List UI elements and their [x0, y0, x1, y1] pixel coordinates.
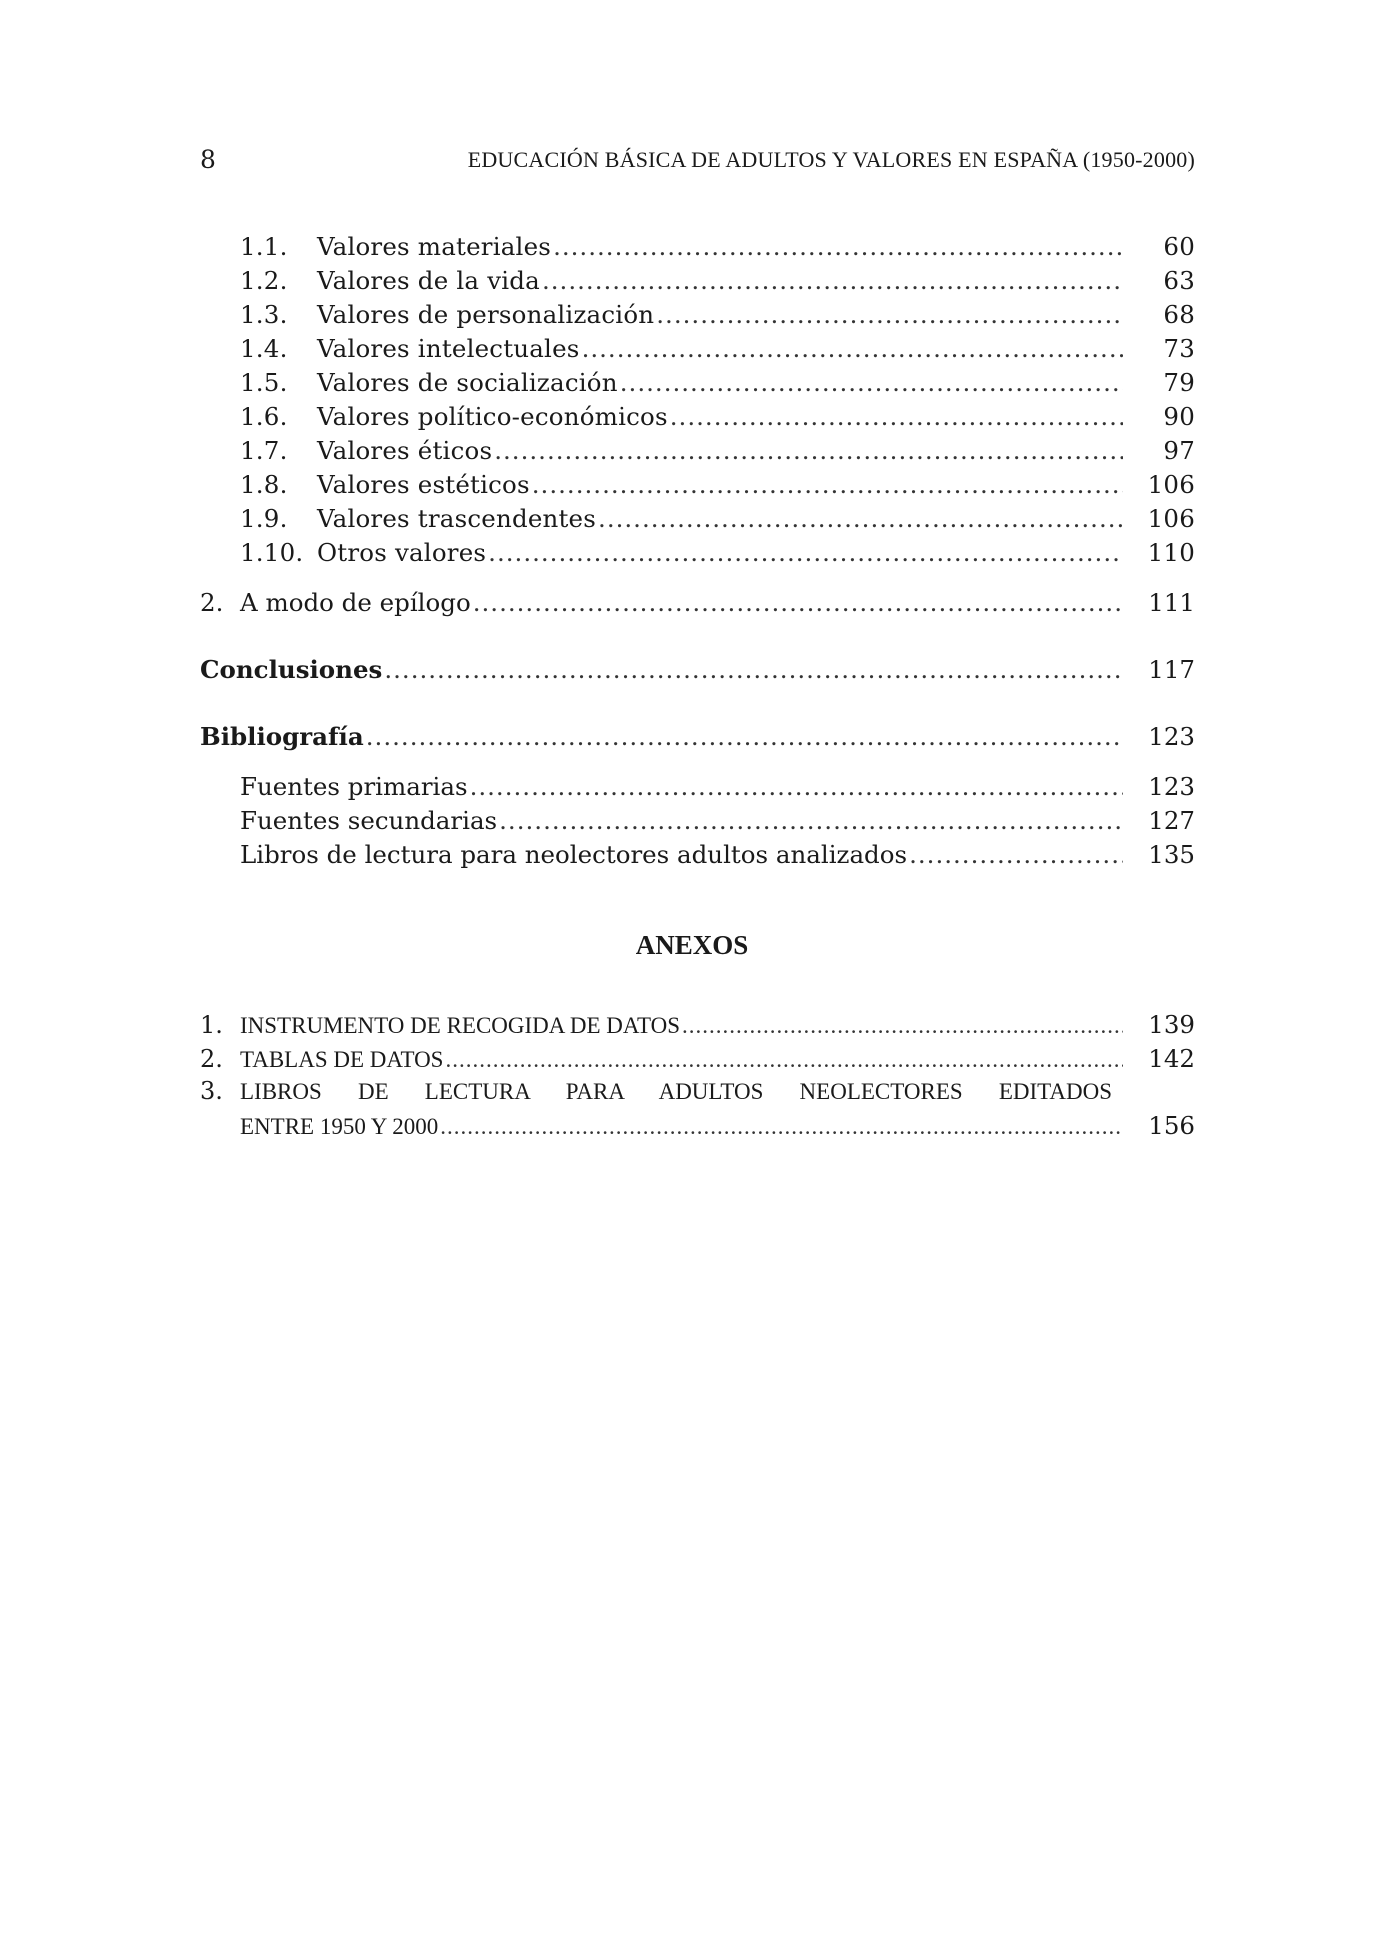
toc-entry-page: 106 [1147, 470, 1195, 499]
toc-entry-number: 1.1. [240, 232, 288, 261]
dot-leader [488, 538, 1123, 567]
toc-entry-number: 1.6. [240, 402, 288, 431]
toc-entry-bibliography[interactable] [200, 722, 1195, 754]
dot-leader [553, 232, 1123, 261]
toc-entry-title: Valores político-económicos [317, 402, 668, 431]
toc-entry-page: 110 [1147, 538, 1195, 567]
toc-entry-title: Fuentes secundarias [240, 806, 498, 835]
annexes-heading: ANEXOS [635, 930, 749, 960]
toc-entry-number: 1. [200, 1011, 223, 1039]
toc-entry-number: 1.7. [240, 436, 288, 465]
toc-entry-number: 2. [200, 1045, 223, 1073]
toc-entry-title: Conclusiones [200, 655, 383, 684]
toc-entry-page: 156 [1148, 1111, 1195, 1140]
toc-entry-page: 117 [1148, 655, 1195, 684]
toc-entry-number: 1.10. [240, 538, 304, 567]
dot-leader [542, 266, 1123, 295]
annex-entry[interactable] [200, 1044, 1195, 1076]
toc-entry-page: 123 [1148, 772, 1195, 801]
toc-entry[interactable] [200, 772, 1195, 804]
dot-leader [598, 504, 1123, 533]
toc-entry-title: Valores estéticos [317, 470, 530, 499]
dot-leader [470, 772, 1123, 801]
toc-entry-epilogue[interactable] [200, 588, 1195, 620]
page-number: 8 [200, 145, 216, 174]
toc-entry-title: Valores de la vida [317, 266, 540, 295]
dot-leader [473, 588, 1123, 617]
toc-entry[interactable] [200, 402, 1195, 434]
toc-entry-title-continued: ENTRE 1950 Y 2000 [240, 1114, 439, 1139]
toc-entry-title: Valores de socialización [317, 368, 618, 397]
toc-entry-title: Valores éticos [317, 436, 493, 465]
toc-entry-conclusions[interactable] [200, 655, 1195, 687]
toc-entry-page: 79 [1163, 368, 1195, 397]
toc-entry-page: 127 [1148, 806, 1195, 835]
toc-entry-number: 1.2. [240, 266, 288, 295]
toc-entry-page: 111 [1148, 588, 1195, 617]
toc-entry[interactable] [200, 232, 1195, 264]
toc-entry-title: Valores intelectuales [317, 334, 580, 363]
toc-entry-page: 63 [1163, 266, 1195, 295]
annex-entry-line1[interactable] [200, 1077, 1112, 1109]
dot-leader [384, 655, 1123, 684]
dot-leader [532, 470, 1123, 499]
dot-leader [682, 1013, 1123, 1039]
dot-leader [499, 806, 1123, 835]
toc-entry-title: Otros valores [317, 538, 487, 567]
running-header: EDUCACIÓN BÁSICA DE ADULTOS Y VALORES EN ESPAÑA (1950-2000) [467, 147, 1195, 172]
toc-entry-page: 142 [1148, 1044, 1195, 1073]
toc-entry[interactable] [200, 806, 1195, 838]
toc-entry[interactable] [200, 840, 1195, 872]
toc-entry-page: 123 [1148, 722, 1195, 751]
toc-entry-page: 97 [1163, 436, 1195, 465]
toc-entry-title: Libros de lectura para neolectores adultos analizados [240, 840, 908, 869]
toc-entry-number: 3. [200, 1077, 223, 1105]
toc-entry-page: 60 [1163, 232, 1195, 261]
toc-entry-title: INSTRUMENTO DE RECOGIDA DE DATOS [240, 1013, 680, 1038]
toc-entry-page: 90 [1163, 402, 1195, 431]
toc-entry-number: 1.3. [240, 300, 288, 329]
toc-entry-page: 106 [1147, 504, 1195, 533]
toc-entry-number: 2. [200, 588, 224, 617]
toc-entry[interactable] [200, 300, 1195, 332]
toc-entry-title: A modo de epílogo [240, 588, 471, 617]
dot-leader [656, 300, 1123, 329]
dot-leader [440, 1114, 1123, 1140]
dot-leader [582, 334, 1123, 363]
annex-entry[interactable] [200, 1010, 1195, 1042]
toc-entry[interactable] [200, 538, 1195, 570]
toc-entry[interactable] [200, 436, 1195, 468]
toc-entry-number: 1.4. [240, 334, 288, 363]
toc-entry-title: Valores materiales [317, 232, 552, 261]
toc-entry-number: 1.8. [240, 470, 288, 499]
toc-entry[interactable] [200, 266, 1195, 298]
dot-leader [909, 840, 1123, 869]
dot-leader [620, 368, 1123, 397]
toc-entry[interactable] [200, 334, 1195, 366]
toc-entry[interactable] [200, 470, 1195, 502]
toc-entry-page: 135 [1148, 840, 1195, 869]
toc-entry-title: Valores trascendentes [317, 504, 597, 533]
dot-leader [445, 1047, 1123, 1073]
toc-entry[interactable] [200, 504, 1195, 536]
toc-entry-title: LIBROS DE LECTURA PARA ADULTOS NEOLECTORES EDITADOS [240, 1079, 1112, 1104]
dot-leader [670, 402, 1123, 431]
toc-entry-page: 73 [1163, 334, 1195, 363]
toc-entry-page: 68 [1163, 300, 1195, 329]
dot-leader [366, 722, 1123, 751]
toc-entry-title: TABLAS DE DATOS [240, 1047, 444, 1072]
toc-entry-title: Valores de personalización [317, 300, 655, 329]
toc-entry-page: 139 [1148, 1010, 1195, 1039]
dot-leader [494, 436, 1123, 465]
toc-entry-title: Fuentes primarias [240, 772, 468, 801]
toc-entry[interactable] [200, 368, 1195, 400]
annex-entry-line2[interactable] [200, 1111, 1195, 1143]
toc-entry-title: Bibliografía [200, 722, 364, 751]
toc-entry-number: 1.5. [240, 368, 288, 397]
toc-entry-number: 1.9. [240, 504, 288, 533]
